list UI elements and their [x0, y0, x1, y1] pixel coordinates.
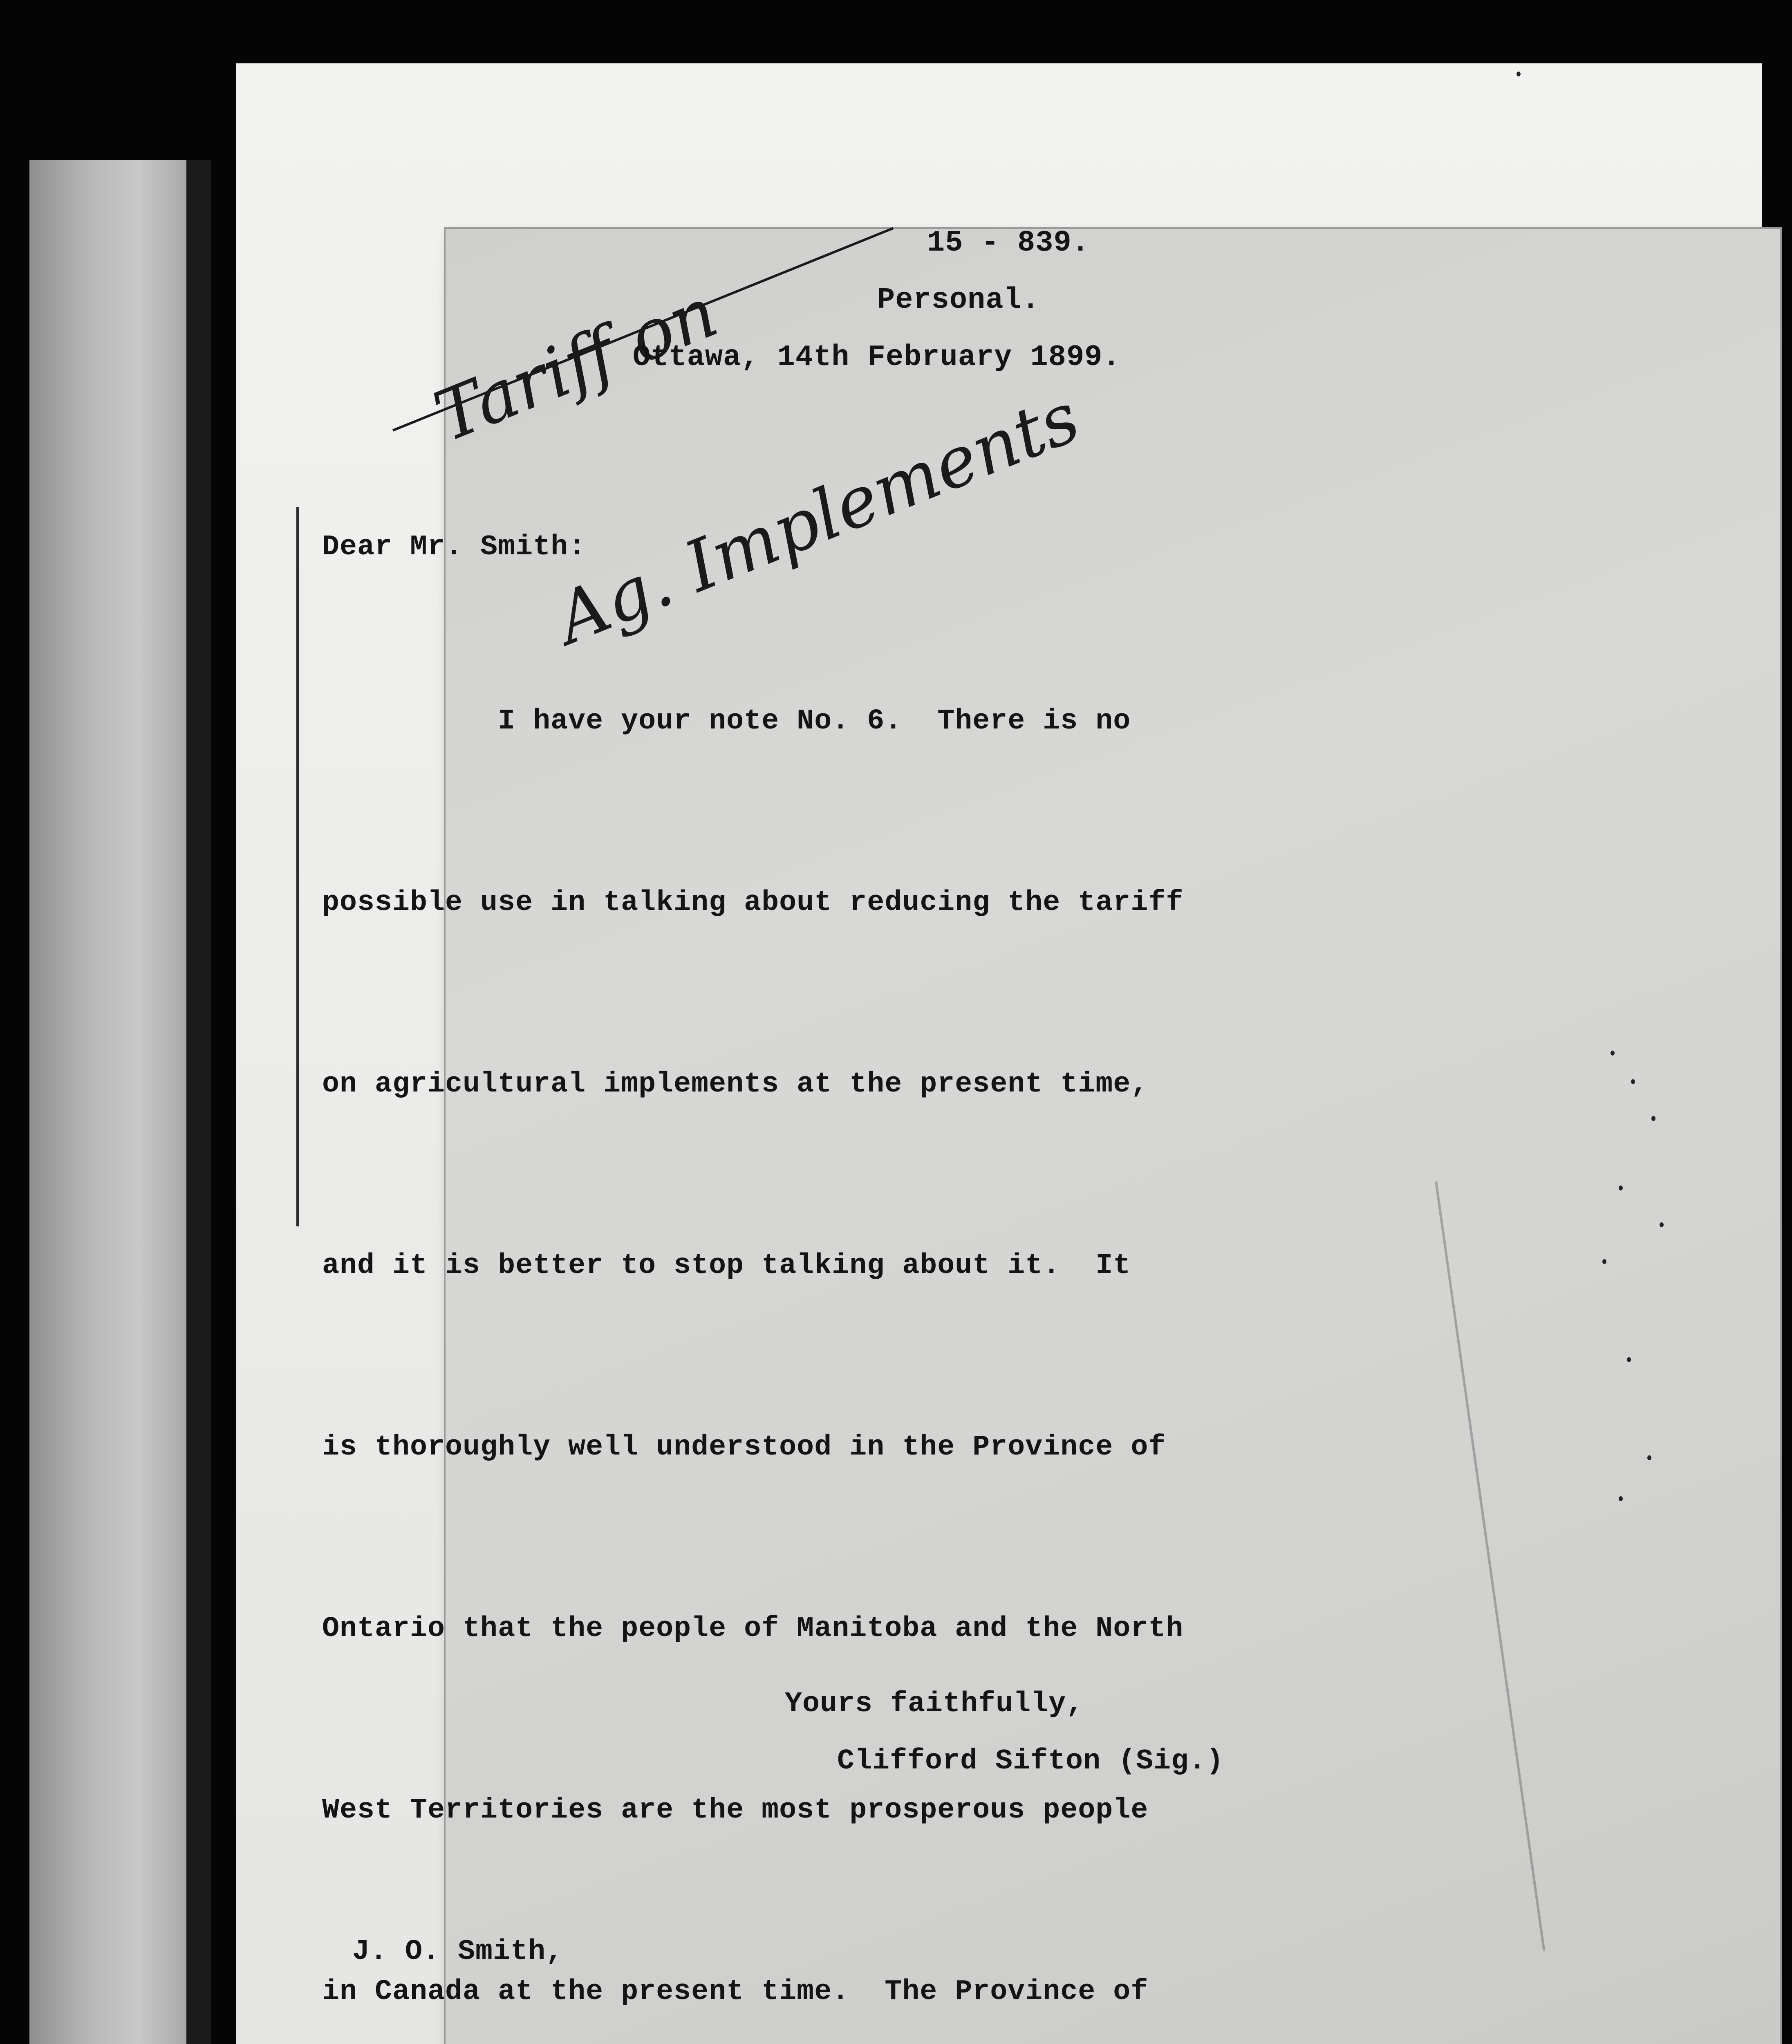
salutation: Dear Mr. Smith: — [322, 531, 586, 563]
closing: Yours faithfully, — [785, 1688, 1084, 1720]
recipient-address — [352, 1801, 704, 2044]
speck — [1647, 1455, 1651, 1460]
annotation-line-1: Tariff on — [423, 272, 728, 458]
speck — [1619, 1186, 1623, 1190]
left-strip-shadow — [186, 160, 211, 2044]
file-reference: 15 - 839. — [927, 226, 1090, 260]
speck — [1651, 1116, 1655, 1121]
body-line: in Canada at the present time. The Province of — [322, 1976, 1149, 2008]
personal-marker: Personal. — [877, 283, 1040, 317]
body-line: I have your note No. 6. There is no — [322, 705, 1131, 737]
speck — [1611, 1051, 1615, 1056]
speck — [1631, 1079, 1635, 1084]
left-paper-strip — [29, 160, 186, 2044]
speck — [1516, 72, 1521, 76]
body-line: and it is better to stop talking about it. It — [322, 1250, 1131, 1282]
margin-marking — [296, 507, 299, 1226]
paper-crease — [1435, 1181, 1545, 1951]
annotation-line-2: Ag. Implements — [545, 377, 1091, 660]
body-line: is thoroughly well understood in the Province of — [322, 1431, 1166, 1464]
signature: Clifford Sifton (Sig.) — [837, 1745, 1224, 1777]
speck — [1627, 1357, 1631, 1362]
speck — [1660, 1222, 1664, 1227]
body-line: possible use in talking about reducing the tariff — [322, 887, 1184, 919]
body-line: Ontario that the people of Manitoba and the North — [322, 1613, 1184, 1645]
body-line: West Territories are the most prosperous people — [322, 1794, 1149, 1827]
speck — [1602, 1259, 1606, 1264]
place-and-date: Ottawa, 14th February 1899. — [633, 341, 1121, 374]
body-line: on agricultural implements at the present time, — [322, 1068, 1149, 1100]
speck — [1619, 1496, 1623, 1501]
recipient-line: J. O. Smith, — [352, 1936, 564, 1968]
